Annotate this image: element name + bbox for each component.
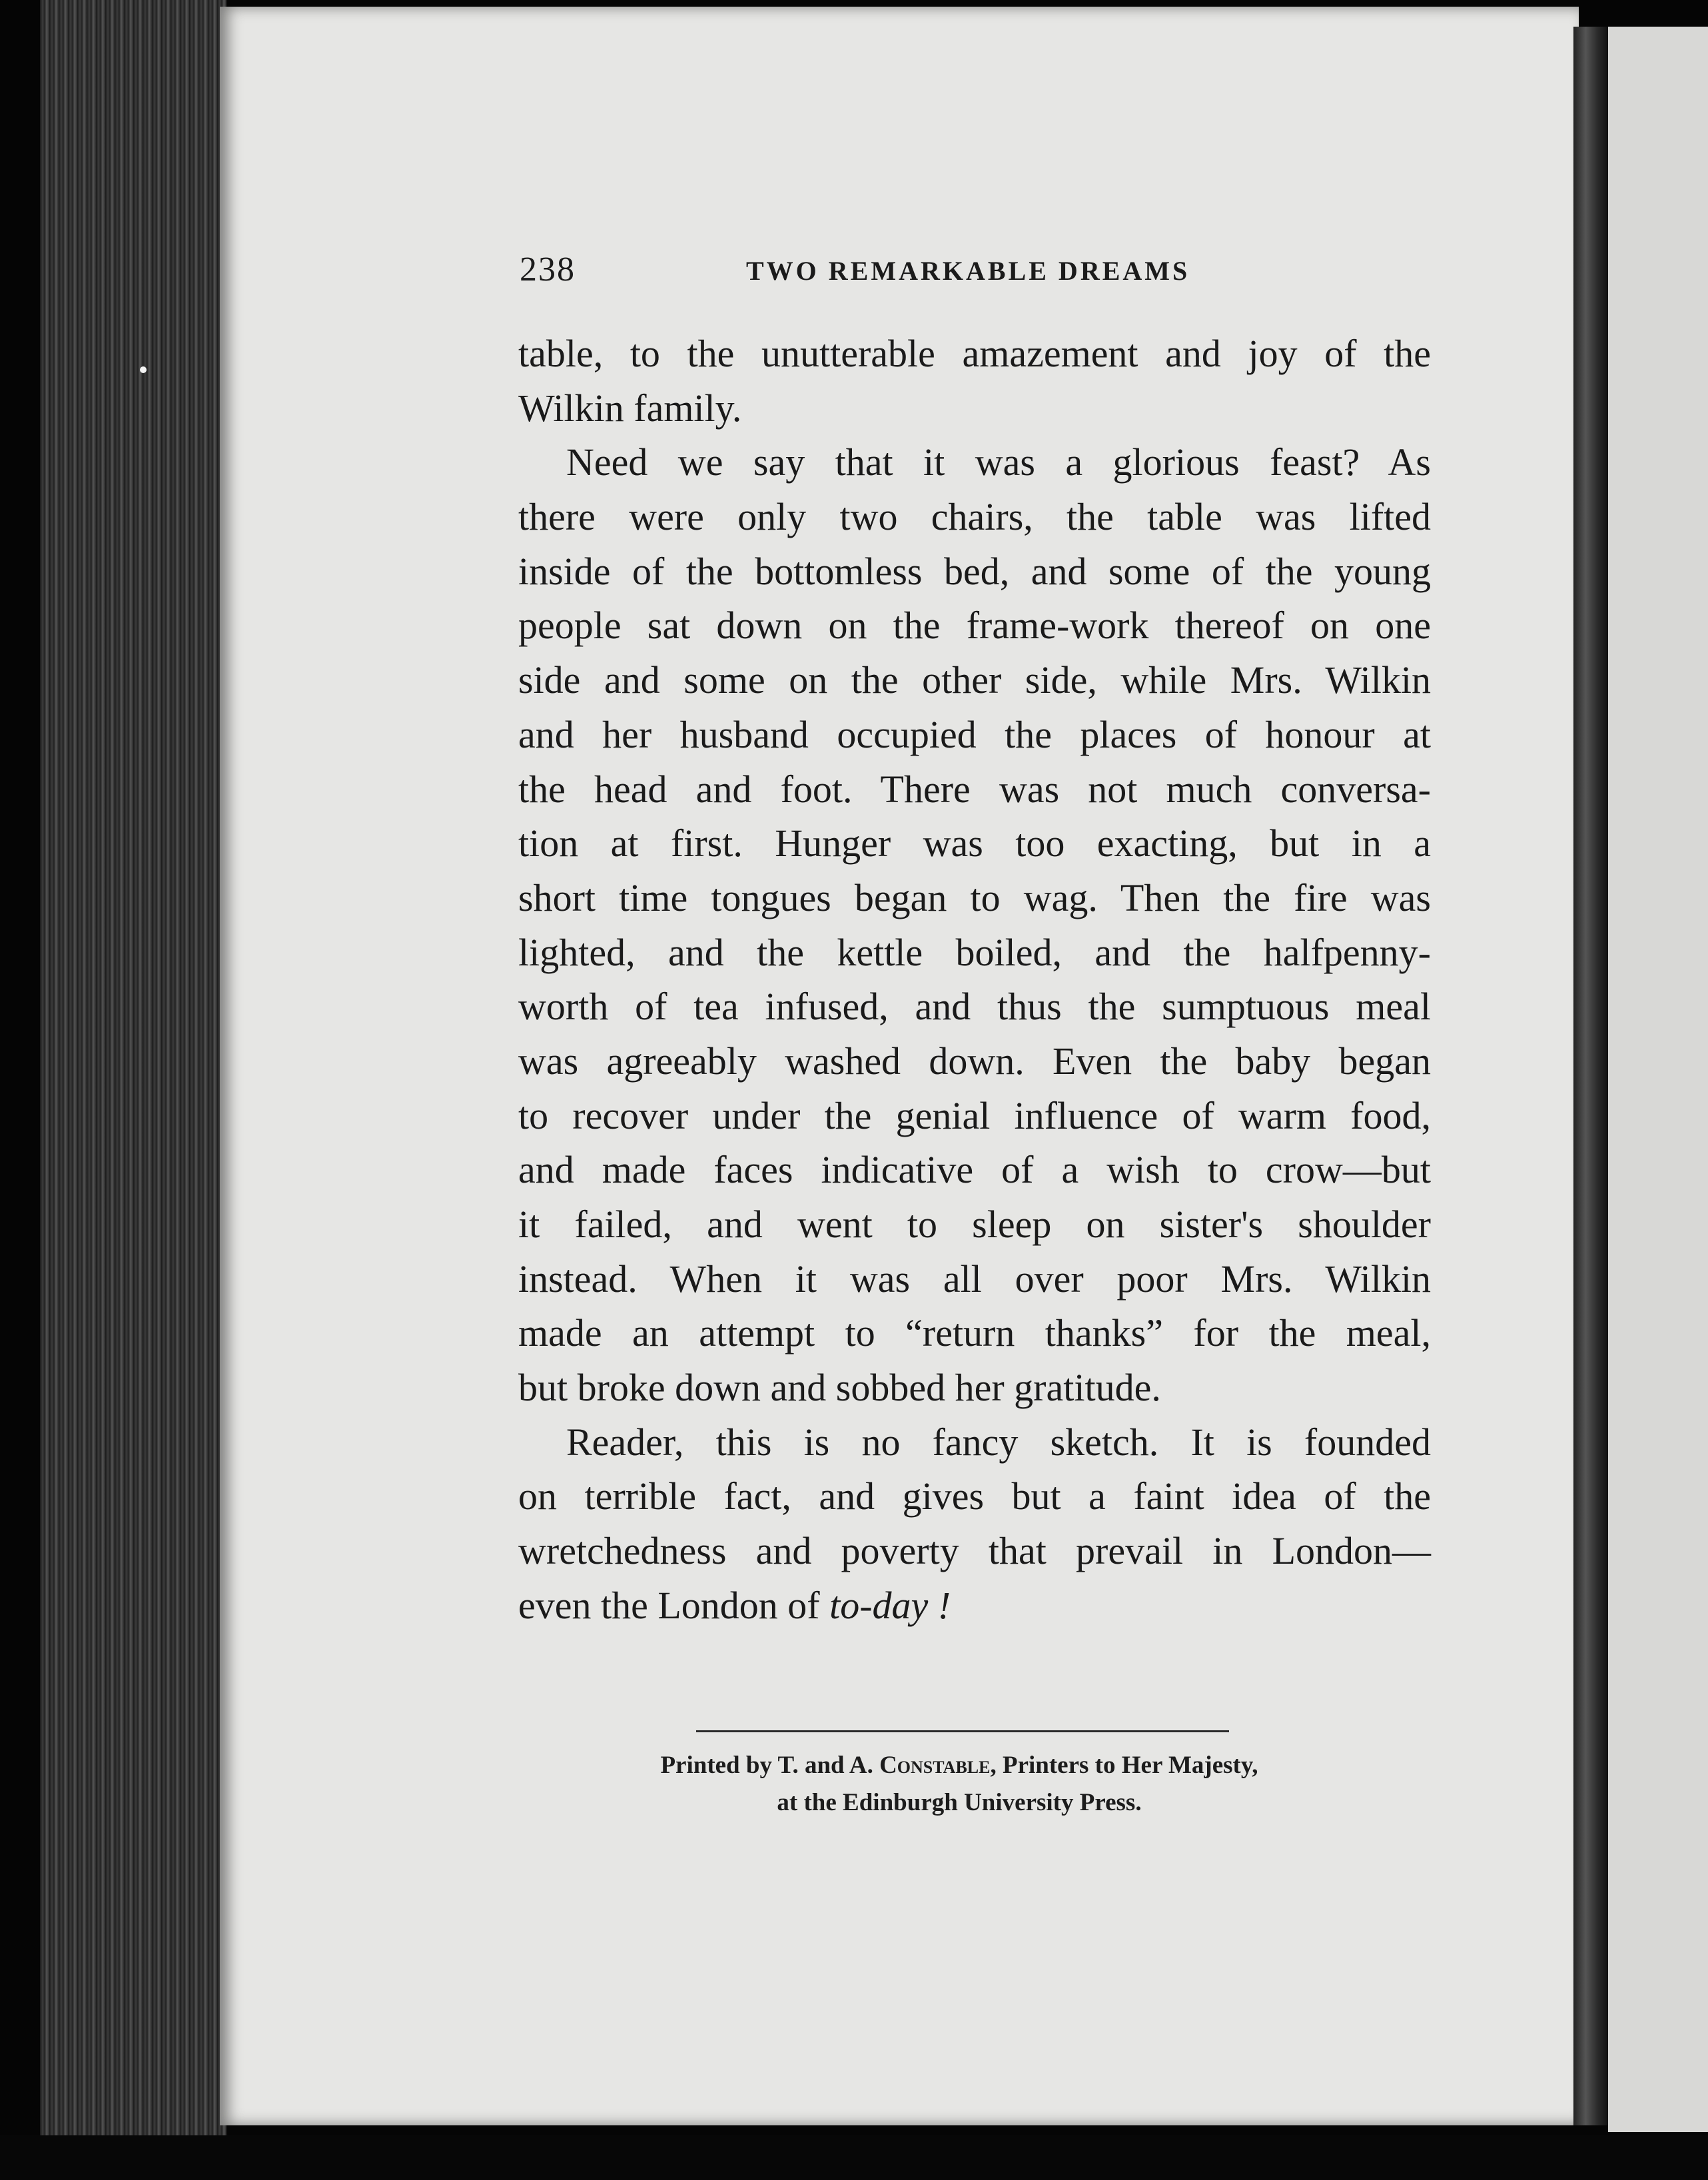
text-line: wretchedness and poverty that prevail in London— [518,1529,1431,1573]
section-rule [696,1730,1229,1732]
text-line: to recover under the genial influence of warm food, [518,1093,1431,1137]
colophon-suffix: , Printers to Her Majesty, [990,1752,1258,1779]
emphasized-text: to-day ! [829,1583,951,1627]
page-number: 238 [520,251,576,288]
text-line: but broke down and sobbed her gratitude. [518,1366,1161,1410]
text-line: table, to the unutterable amazement and joy of the [518,332,1431,375]
facing-page-edge [1608,27,1708,2132]
colophon-line-1 [586,1747,1332,1784]
printer-colophon [586,1747,1332,1822]
text-line: worth of tea infused, and thus the sumptuous meal [518,985,1431,1029]
text-line: Reader, this is no fancy sketch. It is founded [566,1420,1431,1464]
text-line: made an attempt to “return thanks” for the meal, [518,1311,1431,1355]
colophon-line-2: at the Edinburgh University Press. [777,1789,1142,1816]
running-head [520,250,1439,290]
text-line: and her husband occupied the places of honour at [518,712,1431,756]
text-line: on terrible fact, and gives but a faint idea of the [518,1474,1431,1518]
dust-speck [140,366,147,373]
text-line: it failed, and went to sleep on sister's shoulder [518,1203,1431,1246]
text-line: short time tongues began to wag. Then the fire was [518,875,1431,919]
text-line: and made faces indicative of a wish to crow—but [518,1148,1431,1192]
page-edges [40,0,226,2152]
scan-border [0,2135,1708,2180]
colophon-prefix: Printed by T. and A. [660,1752,880,1779]
text-line: side and some on the other side, while Mrs. Wilkin [518,658,1431,702]
printer-name: Constable [879,1752,991,1779]
book-gutter [1573,27,1608,2125]
text-line: was agreeably washed down. Even the baby began [518,1039,1431,1083]
final-line-prefix: even the London of [518,1583,830,1627]
running-title: TWO REMARKABLE DREAMS [746,256,1190,286]
text-line: tion at first. Hunger was too exacting, but in a [518,821,1431,865]
text-line: people sat down on the frame-work thereof on one [518,604,1431,648]
text-line: inside of the bottomless bed, and some of the young [518,549,1431,593]
body-text [518,326,1431,1633]
final-text-line [518,1578,1431,1633]
text-line: the head and foot. There was not much conversa- [518,767,1431,811]
text-line: Need we say that it was a glorious feast? As [566,440,1431,484]
text-line: lighted, and the kettle boiled, and the halfpenny- [518,930,1431,974]
text-line: there were only two chairs, the table was lifted [518,495,1431,539]
text-line: instead. When it was all over poor Mrs. Wilkin [518,1257,1431,1301]
text-line: Wilkin family. [518,386,742,430]
